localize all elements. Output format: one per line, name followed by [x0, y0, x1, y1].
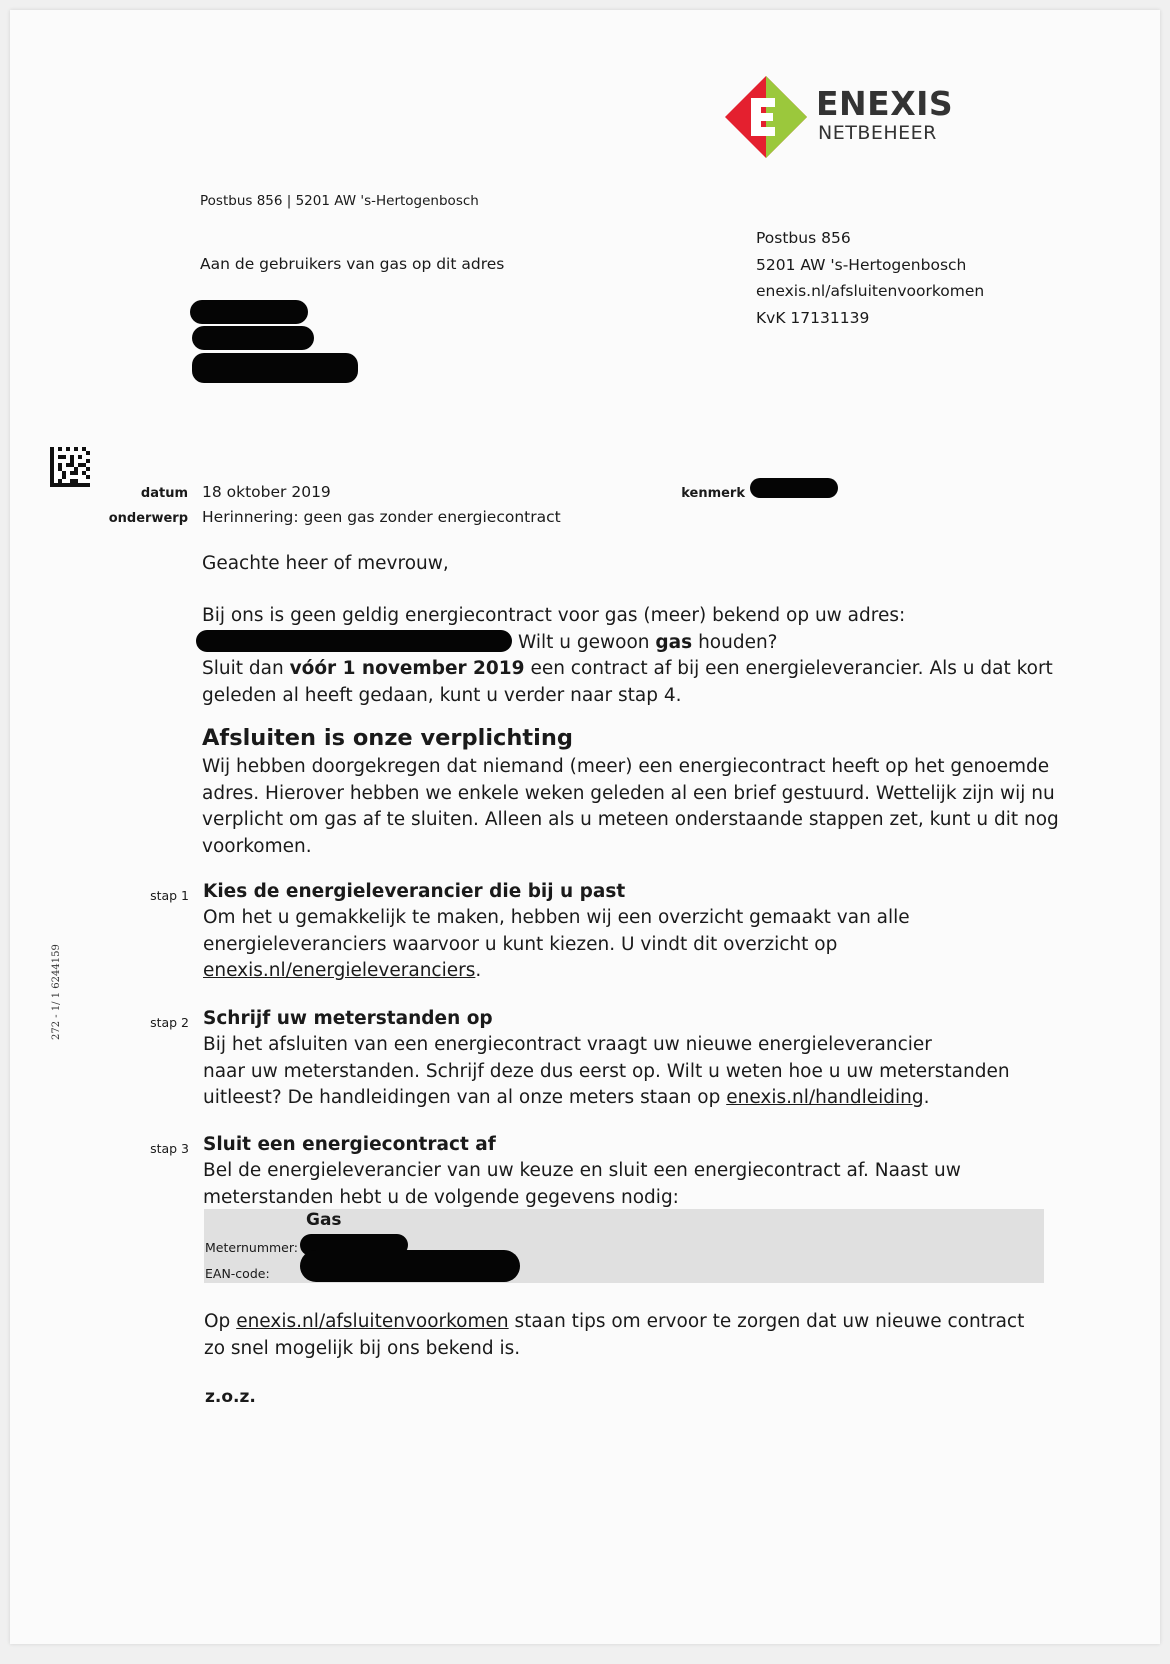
sender-city: 5201 AW 's-Hertogenbosch: [756, 255, 967, 274]
step-3-text: Bel de energieleverancier van uw keuze en sluit een energiecontract af. Naast uw meterstanden hebt u de volgende gegevens nodig:: [203, 1160, 961, 1208]
section-paragraph: Wij hebben doorgekregen dat niemand (meer) een energiecontract heeft op het genoemde adres. Hierover hebben we enkele weken geleden al een brief gestuurd. Wettelijk zijn wij nu verplicht om gas af te sluiten. Alleen als u meteen onderstaande stappen zet, kunt u dit nog voorkomen.: [202, 756, 1059, 857]
step-2-label: stap 2: [150, 1015, 189, 1030]
onderwerp-label: onderwerp: [108, 511, 188, 526]
letter-page: [10, 10, 1160, 1644]
onderwerp-value: Herinnering: geen gas zonder energiecontract: [202, 508, 561, 526]
zoz-marker: z.o.z.: [205, 1387, 256, 1407]
step-1-text: Om het u gemakkelijk te maken, hebben wij een overzicht gemaakt van alle energieleveranciers waarvoor u kunt kiezen. U vindt dit overzicht op enexis.nl/energieleveranciers.: [203, 907, 910, 981]
step-3-label: stap 3: [150, 1141, 189, 1156]
step-1-title: Kies de energieleverancier die bij u past: [203, 881, 626, 902]
enexis-logo-icon: [725, 76, 807, 158]
redacted-block: [196, 630, 512, 652]
closing-paragraph: Op enexis.nl/afsluitenvoorkomen staan tips om ervoor te zorgen dat uw nieuwe contract zo snel mogelijk bij ons bekend is.: [204, 1311, 1025, 1359]
sender-address: [756, 225, 984, 331]
intro-line-1: Bij ons is geen geldig energiecontract voor gas (meer) bekend op uw adres:: [202, 605, 906, 626]
side-reference-code: 272 - 1/ 1 6244159: [51, 944, 62, 1040]
step-1-label: stap 1: [150, 888, 189, 903]
step-3-title: Sluit een energiecontract af: [203, 1134, 496, 1155]
link-handleiding[interactable]: enexis.nl/handleiding: [726, 1087, 924, 1108]
redacted-block: [190, 300, 308, 324]
recipient-line: Aan de gebruikers van gas op dit adres: [200, 255, 505, 273]
return-address: Postbus 856 | 5201 AW 's-Hertogenbosch: [200, 193, 479, 209]
step-2-title: Schrijf uw meterstanden op: [203, 1008, 493, 1029]
datum-label: datum: [140, 486, 188, 501]
step-2-text: Bij het afsluiten van een energiecontract vraagt uw nieuwe energieleverancier naar uw meterstanden. Schrijf deze dus eerst op. Wilt u weten hoe u uw meterstanden uitleest? De handleidingen van al onze meters staan op enexis.nl/handleiding.: [203, 1034, 1010, 1108]
redacted-block: [300, 1250, 520, 1282]
logo-sub: NETBEHEER: [818, 122, 937, 144]
intro-line-3: Sluit dan vóór 1 november 2019 een contract af bij een energieleverancier. Als u dat kort: [202, 658, 1053, 679]
meternummer-label: Meternummer:: [205, 1240, 299, 1255]
section-title: Afsluiten is onze verplichting: [202, 725, 574, 751]
redacted-block: [192, 326, 314, 350]
sender-kvk: KvK 17131139: [756, 308, 870, 327]
sender-web: enexis.nl/afsluitenvoorkomen: [756, 282, 985, 300]
logo-name: ENEXIS: [816, 84, 954, 123]
ean-code-label: EAN-code:: [205, 1266, 270, 1281]
kenmerk-label: kenmerk: [681, 486, 745, 501]
link-energieleveranciers[interactable]: enexis.nl/energieleveranciers: [203, 960, 476, 981]
intro-line-4: geleden al heeft gedaan, kunt u verder naar stap 4.: [202, 684, 682, 706]
intro-line-2: Wilt u gewoon gas houden?: [518, 631, 778, 653]
gas-box-header: Gas: [306, 1210, 342, 1230]
link-afsluitenvoorkomen[interactable]: enexis.nl/afsluitenvoorkomen: [236, 1311, 509, 1332]
redacted-block: [192, 353, 358, 383]
intro-paragraph: [202, 603, 1082, 709]
greeting: Geachte heer of mevrouw,: [202, 553, 449, 574]
sender-postbus: Postbus 856: [756, 229, 851, 247]
deadline: vóór 1 november 2019: [289, 658, 525, 679]
datamatrix-code-icon: [50, 447, 90, 487]
redacted-block: [750, 478, 838, 498]
datum-value: 18 oktober 2019: [202, 483, 331, 501]
